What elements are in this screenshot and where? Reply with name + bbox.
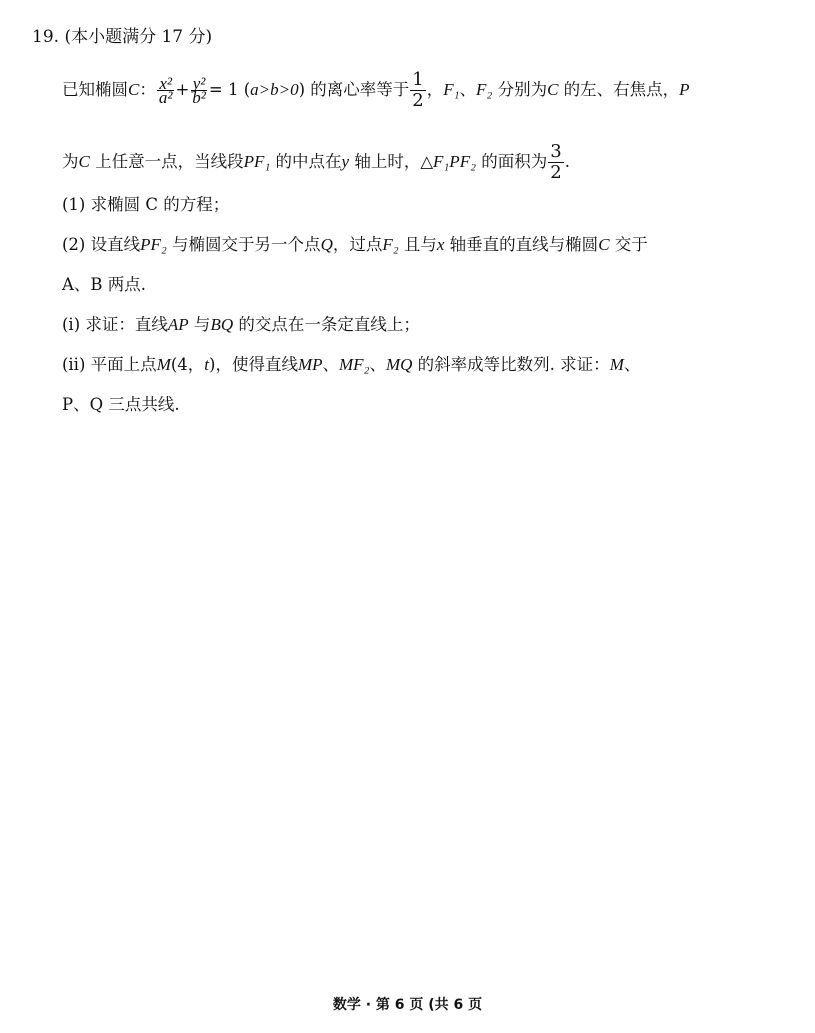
text: ：: [139, 80, 156, 99]
text: 已知椭圆: [62, 80, 128, 99]
var-AP: AP: [167, 315, 189, 334]
sub-question-1: (ⅰ) 求证：直线AP 与BQ 的交点在一条定直线上；: [62, 315, 420, 334]
var-F2: F₂: [476, 80, 493, 99]
text: 的离心率等于: [305, 80, 410, 99]
var-y: y: [341, 152, 350, 171]
fraction-y2-b2: $\frac{\text{y²}}{\text{b²}}$: [192, 74, 206, 107]
page-footer: 数学 · 第 6 页 (共 6 页: [332, 997, 483, 1013]
part-2-line-2: A、B 两点.: [62, 275, 147, 294]
part-2-line-1: (2) 设直线PF₂ 与椭圆交于另一个点Q，过点F₂ 且与x 轴垂直的直线与椭圆C 交于: [62, 235, 648, 254]
fraction-x2-a2: $\frac{\text{x²}}{\text{a²}}$: [158, 74, 173, 107]
part-1: (1) 求椭圆 C 的方程；: [62, 195, 230, 214]
var-PF2: PF₂: [140, 235, 167, 254]
var-C: C: [128, 80, 140, 99]
plus: +: [175, 80, 190, 99]
intro-line-1: 已知椭圆C： $\frac{\text{x²}}{\text{a²}}$ + $\frac{\text{y²}}{\text{b²}}$ = 1 (a>b>0) 的离心率等于 $\frac{1}{2}$ ，F₁、F₂ 分别为C 的左、右焦点，P: [62, 69, 690, 111]
var-t: t: [204, 355, 210, 374]
triangle-F1PF2: F₁PF₂: [433, 152, 476, 171]
sub-question-2-line-2: P、Q 三点共线.: [62, 395, 180, 414]
var-PF1: PF₁: [243, 152, 271, 171]
var-x: x: [436, 235, 445, 254]
fraction-one-half: $\frac{1}{2}$: [412, 69, 424, 111]
var-MP: MP: [297, 355, 323, 374]
var-MQ: MQ: [385, 355, 413, 374]
var-F2: F₂: [382, 235, 399, 254]
sub-question-2: (ⅱ) 平面上点M(4，t)，使得直线MP、MF₂、MQ 的斜率成等比数列. 求证：M、: [62, 355, 641, 374]
condition: a>b>0: [250, 80, 299, 99]
var-Q: Q: [320, 235, 333, 254]
var-M: M: [156, 355, 171, 374]
intro-line-2: 为C 上任意一点，当线段PF₁ 的中点在y 轴上时，△F₁PF₂ 的面积为 $\frac{3}{2}$ .: [62, 141, 570, 183]
var-C: C: [598, 235, 610, 254]
var-P: P: [679, 80, 690, 99]
var-C: C: [547, 80, 559, 99]
var-MF2: MF₂: [339, 355, 370, 374]
text: = 1 (: [208, 80, 251, 99]
fraction-three-halves: $\frac{3}{2}$: [550, 141, 562, 183]
question-number-header: 19. (本小题满分 17 分): [32, 27, 213, 47]
var-BQ: BQ: [210, 315, 234, 334]
var-M: M: [609, 355, 624, 374]
var-F1: F₁: [443, 80, 460, 99]
var-C: C: [78, 152, 90, 171]
